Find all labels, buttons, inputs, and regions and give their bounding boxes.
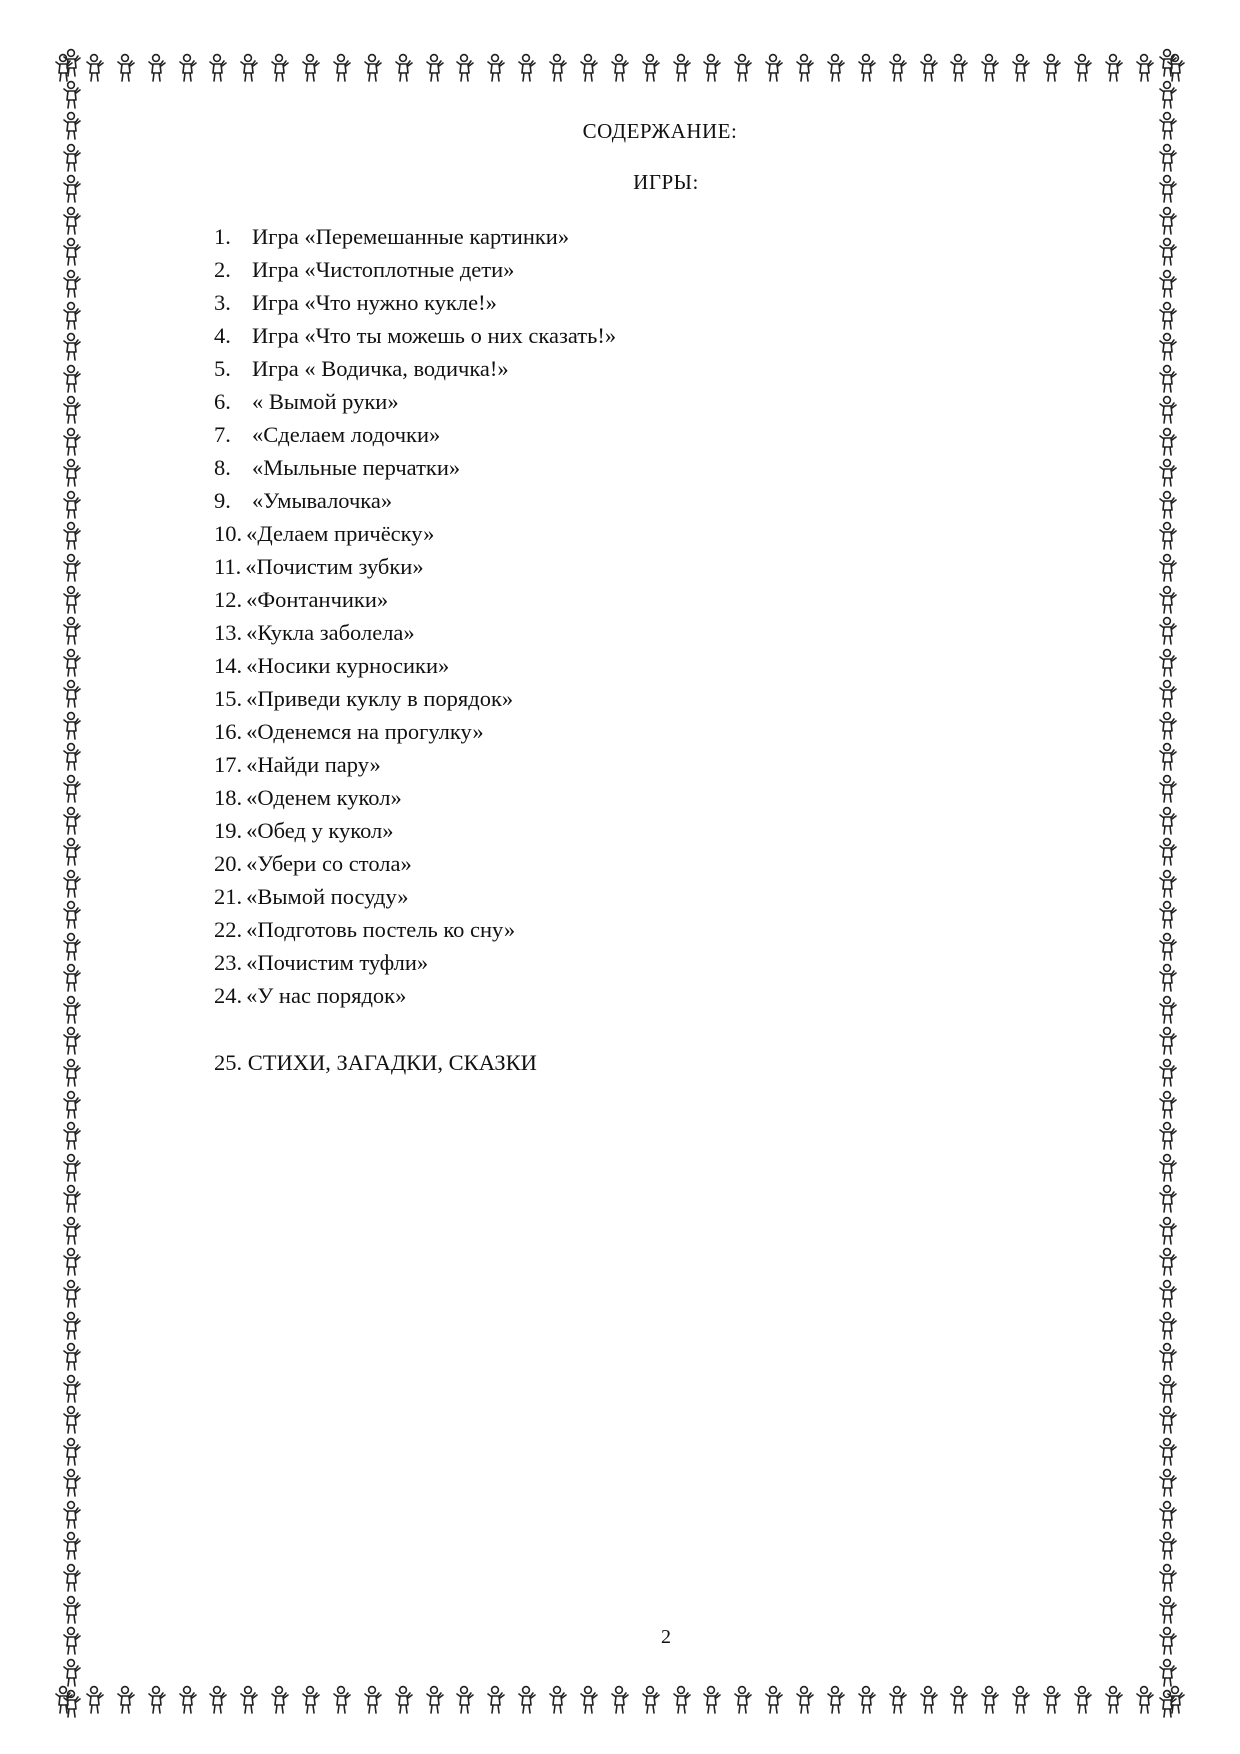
child-figure-icon (1156, 1689, 1180, 1719)
toc-item (214, 946, 616, 979)
child-figure-icon (60, 774, 84, 804)
child-figure-icon (1156, 1026, 1180, 1056)
games-subheading: ИГРЫ: (633, 170, 699, 194)
toc-item-number: 19. (214, 818, 243, 843)
child-figure-icon (886, 53, 910, 83)
child-figure-icon (60, 1184, 84, 1214)
child-figure-icon (1156, 1563, 1180, 1593)
toc-item-number: 24. (214, 983, 243, 1008)
child-figure-icon (1156, 1437, 1180, 1467)
child-figure-icon (1009, 1685, 1033, 1715)
child-figure-icon (1156, 1153, 1180, 1183)
toc-item (214, 319, 616, 352)
toc-item-title: «Делаем причёску» (246, 521, 435, 546)
page-border-top (52, 48, 1188, 88)
toc-item-number: 7. (214, 422, 231, 447)
toc-item (214, 385, 616, 418)
child-figure-icon (1156, 963, 1180, 993)
child-figure-icon (60, 1026, 84, 1056)
child-figure-icon (978, 1685, 1002, 1715)
toc-item-number: 1. (214, 224, 231, 249)
child-figure-icon (1071, 53, 1095, 83)
toc-item-number: 14. (214, 653, 243, 678)
child-figure-icon (60, 1563, 84, 1593)
toc-item-number: 9. (214, 488, 231, 513)
child-figure-icon (1156, 616, 1180, 646)
child-figure-icon (824, 1685, 848, 1715)
child-figure-icon (60, 711, 84, 741)
toc-item (214, 715, 616, 748)
child-figure-icon (1156, 900, 1180, 930)
child-figure-icon (1156, 143, 1180, 173)
toc-item-number: 16. (214, 719, 243, 744)
page-number: 2 (661, 1626, 671, 1648)
child-figure-icon (1156, 806, 1180, 836)
child-figure-icon (392, 53, 416, 83)
child-figure-icon (60, 1658, 84, 1688)
child-figure-icon (1156, 648, 1180, 678)
child-figure-icon (855, 53, 879, 83)
child-figure-icon (60, 585, 84, 615)
child-figure-icon (1156, 1405, 1180, 1435)
toc-item (214, 847, 616, 880)
child-figure-icon (1156, 427, 1180, 457)
child-figure-icon (60, 364, 84, 394)
toc-item-number: 11. (214, 554, 242, 579)
child-figure-icon (60, 269, 84, 299)
child-figure-icon (60, 1374, 84, 1404)
child-figure-icon (1156, 269, 1180, 299)
page-border-left (52, 48, 92, 1720)
toc-item (214, 880, 616, 913)
child-figure-icon (978, 53, 1002, 83)
toc-item-number: 8. (214, 455, 231, 480)
toc-item (214, 814, 616, 847)
toc-item-title: «Обед у кукол» (246, 818, 394, 843)
child-figure-icon (1156, 742, 1180, 772)
child-figure-icon (268, 1685, 292, 1715)
child-figure-icon (546, 53, 570, 83)
child-figure-icon (60, 1121, 84, 1151)
child-figure-icon (1156, 1468, 1180, 1498)
child-figure-icon (60, 1531, 84, 1561)
toc-item-number: 18. (214, 785, 243, 810)
child-figure-icon (1156, 1374, 1180, 1404)
toc-item-title: «Почистим зубки» (245, 554, 424, 579)
child-figure-icon (114, 1685, 138, 1715)
child-figure-icon (1156, 1090, 1180, 1120)
toc-item (214, 913, 616, 946)
toc-item-title: «Приведи куклу в порядок» (246, 686, 514, 711)
toc-item (214, 682, 616, 715)
child-figure-icon (1156, 869, 1180, 899)
child-figure-icon (1156, 774, 1180, 804)
child-figure-icon (670, 53, 694, 83)
child-figure-icon (1156, 1058, 1180, 1088)
child-figure-icon (60, 1311, 84, 1341)
child-figure-icon (1156, 332, 1180, 362)
toc-item-title: «Сделаем лодочки» (252, 422, 441, 447)
toc-item (214, 583, 616, 616)
child-figure-icon (361, 53, 385, 83)
toc-item (214, 616, 616, 649)
child-figure-icon (546, 1685, 570, 1715)
page-border-right (1148, 48, 1188, 1720)
child-figure-icon (762, 53, 786, 83)
child-figure-icon (60, 1342, 84, 1372)
toc-item-number: 2. (214, 257, 231, 282)
child-figure-icon (1071, 1685, 1095, 1715)
child-figure-icon (577, 53, 601, 83)
toc-item-title: «Подготовь постель ко сну» (246, 917, 516, 942)
child-figure-icon (237, 1685, 261, 1715)
toc-item (214, 781, 616, 814)
child-figure-icon (60, 206, 84, 236)
child-figure-icon (60, 963, 84, 993)
child-figure-icon (145, 1685, 169, 1715)
child-figure-icon (60, 427, 84, 457)
toc-item-title: Игра «Что нужно кукле!» (252, 290, 497, 315)
child-figure-icon (577, 1685, 601, 1715)
child-figure-icon (60, 1689, 84, 1719)
toc-item (214, 748, 616, 781)
child-figure-icon (1156, 1279, 1180, 1309)
child-figure-icon (60, 143, 84, 173)
child-figure-icon (1156, 1658, 1180, 1688)
child-figure-icon (886, 1685, 910, 1715)
toc-item-title: «Оденемся на прогулку» (246, 719, 484, 744)
child-figure-icon (60, 395, 84, 425)
child-figure-icon (1156, 1342, 1180, 1372)
child-figure-icon (1040, 53, 1064, 83)
child-figure-icon (330, 1685, 354, 1715)
toc-item-title: Игра «Что ты можешь о них сказать!» (252, 323, 617, 348)
child-figure-icon (206, 1685, 230, 1715)
child-figure-icon (60, 932, 84, 962)
child-figure-icon (1156, 837, 1180, 867)
child-figure-icon (1156, 711, 1180, 741)
child-figure-icon (1156, 995, 1180, 1025)
child-figure-icon (1156, 932, 1180, 962)
toc-item-number: 15. (214, 686, 243, 711)
child-figure-icon (639, 53, 663, 83)
child-figure-icon (60, 237, 84, 267)
child-figure-icon (1156, 1247, 1180, 1277)
child-figure-icon (60, 1468, 84, 1498)
child-figure-icon (60, 458, 84, 488)
child-figure-icon (60, 48, 84, 78)
toc-item-title: Игра «Перемешанные картинки» (252, 224, 570, 249)
child-figure-icon (917, 1685, 941, 1715)
child-figure-icon (1156, 48, 1180, 78)
child-figure-icon (1156, 237, 1180, 267)
child-figure-icon (176, 1685, 200, 1715)
child-figure-icon (268, 53, 292, 83)
child-figure-icon (1156, 458, 1180, 488)
child-figure-icon (1156, 1311, 1180, 1341)
toc-item-title: «Найди пару» (246, 752, 381, 777)
toc-item-title: Игра «Чистоплотные дети» (252, 257, 515, 282)
child-figure-icon (299, 53, 323, 83)
child-figure-icon (1156, 1121, 1180, 1151)
child-figure-icon (60, 616, 84, 646)
child-figure-icon (60, 1090, 84, 1120)
child-figure-icon (60, 1247, 84, 1277)
toc-item-title: «Мыльные перчатки» (252, 455, 461, 480)
toc-item-title: «У нас порядок» (246, 983, 407, 1008)
child-figure-icon (60, 332, 84, 362)
child-figure-icon (60, 679, 84, 709)
child-figure-icon (917, 53, 941, 83)
toc-item-number: 10. (214, 521, 243, 546)
toc-item-number: 6. (214, 389, 231, 414)
toc-item-number: 13. (214, 620, 243, 645)
toc-item-title: «Оденем кукол» (246, 785, 402, 810)
child-figure-icon (1009, 53, 1033, 83)
child-figure-icon (60, 1153, 84, 1183)
toc-item-number: 21. (214, 884, 243, 909)
child-figure-icon (1156, 364, 1180, 394)
child-figure-icon (423, 53, 447, 83)
child-figure-icon (639, 1685, 663, 1715)
toc-item-number: 23. (214, 950, 243, 975)
child-figure-icon (1156, 521, 1180, 551)
toc-item-title: «Почистим туфли» (246, 950, 429, 975)
child-figure-icon (1156, 1595, 1180, 1625)
child-figure-icon (114, 53, 138, 83)
child-figure-icon (60, 1058, 84, 1088)
child-figure-icon (1102, 1685, 1126, 1715)
toc-item (214, 550, 616, 583)
child-figure-icon (176, 53, 200, 83)
toc-item (214, 253, 616, 286)
child-figure-icon (608, 53, 632, 83)
child-figure-icon (60, 553, 84, 583)
toc-item (214, 517, 616, 550)
child-figure-icon (793, 53, 817, 83)
child-figure-icon (60, 521, 84, 551)
toc-item-number: 5. (214, 356, 231, 381)
toc-item (214, 352, 616, 385)
child-figure-icon (60, 742, 84, 772)
toc-item-title: «Носики курносики» (246, 653, 450, 678)
child-figure-icon (60, 490, 84, 520)
toc-item (214, 418, 616, 451)
toc-item (214, 979, 616, 1012)
toc-item-title: «Умывалочка» (252, 488, 393, 513)
child-figure-icon (762, 1685, 786, 1715)
child-figure-icon (60, 1500, 84, 1530)
toc-item (214, 220, 616, 253)
toc-item (214, 649, 616, 682)
child-figure-icon (1156, 585, 1180, 615)
child-figure-icon (60, 995, 84, 1025)
child-figure-icon (731, 1685, 755, 1715)
toc-item-title: Игра « Водичка, водичка!» (252, 356, 509, 381)
child-figure-icon (793, 1685, 817, 1715)
child-figure-icon (700, 1685, 724, 1715)
child-figure-icon (60, 1437, 84, 1467)
child-figure-icon (1156, 206, 1180, 236)
page-border-bottom (52, 1680, 1188, 1720)
child-figure-icon (1040, 1685, 1064, 1715)
child-figure-icon (60, 1216, 84, 1246)
poems-riddles-tales-entry: 25. СТИХИ, ЗАГАДКИ, СКАЗКИ (214, 1050, 537, 1075)
child-figure-icon (60, 80, 84, 110)
contents-heading: СОДЕРЖАНИЕ: (582, 119, 738, 143)
child-figure-icon (1156, 490, 1180, 520)
child-figure-icon (484, 1685, 508, 1715)
toc-item-title: « Вымой руки» (252, 389, 399, 414)
child-figure-icon (700, 53, 724, 83)
child-figure-icon (1156, 1531, 1180, 1561)
child-figure-icon (1156, 553, 1180, 583)
child-figure-icon (145, 53, 169, 83)
child-figure-icon (947, 1685, 971, 1715)
child-figure-icon (299, 1685, 323, 1715)
child-figure-icon (484, 53, 508, 83)
child-figure-icon (60, 900, 84, 930)
child-figure-icon (60, 837, 84, 867)
child-figure-icon (855, 1685, 879, 1715)
toc-item (214, 484, 616, 517)
toc-item-title: «Убери со стола» (246, 851, 412, 876)
toc-item (214, 286, 616, 319)
child-figure-icon (1156, 80, 1180, 110)
child-figure-icon (60, 1279, 84, 1309)
child-figure-icon (1156, 301, 1180, 331)
toc-item-number: 12. (214, 587, 243, 612)
child-figure-icon (947, 53, 971, 83)
child-figure-icon (1156, 395, 1180, 425)
table-of-contents (214, 220, 616, 1012)
child-figure-icon (608, 1685, 632, 1715)
child-figure-icon (60, 1595, 84, 1625)
toc-item-number: 22. (214, 917, 243, 942)
child-figure-icon (237, 53, 261, 83)
child-figure-icon (392, 1685, 416, 1715)
child-figure-icon (1102, 53, 1126, 83)
child-figure-icon (670, 1685, 694, 1715)
child-figure-icon (361, 1685, 385, 1715)
child-figure-icon (1156, 1184, 1180, 1214)
child-figure-icon (453, 53, 477, 83)
child-figure-icon (330, 53, 354, 83)
child-figure-icon (60, 806, 84, 836)
toc-item-title: «Фонтанчики» (246, 587, 389, 612)
child-figure-icon (423, 1685, 447, 1715)
child-figure-icon (206, 53, 230, 83)
child-figure-icon (1156, 679, 1180, 709)
child-figure-icon (60, 1405, 84, 1435)
child-figure-icon (515, 53, 539, 83)
child-figure-icon (60, 648, 84, 678)
toc-item-number: 17. (214, 752, 243, 777)
toc-item-number: 4. (214, 323, 231, 348)
toc-item-number: 3. (214, 290, 231, 315)
child-figure-icon (60, 301, 84, 331)
child-figure-icon (824, 53, 848, 83)
child-figure-icon (731, 53, 755, 83)
toc-item-number: 20. (214, 851, 243, 876)
child-figure-icon (1156, 1500, 1180, 1530)
child-figure-icon (515, 1685, 539, 1715)
toc-item (214, 451, 616, 484)
child-figure-icon (60, 869, 84, 899)
toc-item-title: «Вымой посуду» (246, 884, 409, 909)
child-figure-icon (453, 1685, 477, 1715)
toc-item-title: «Кукла заболела» (246, 620, 415, 645)
child-figure-icon (1156, 1216, 1180, 1246)
